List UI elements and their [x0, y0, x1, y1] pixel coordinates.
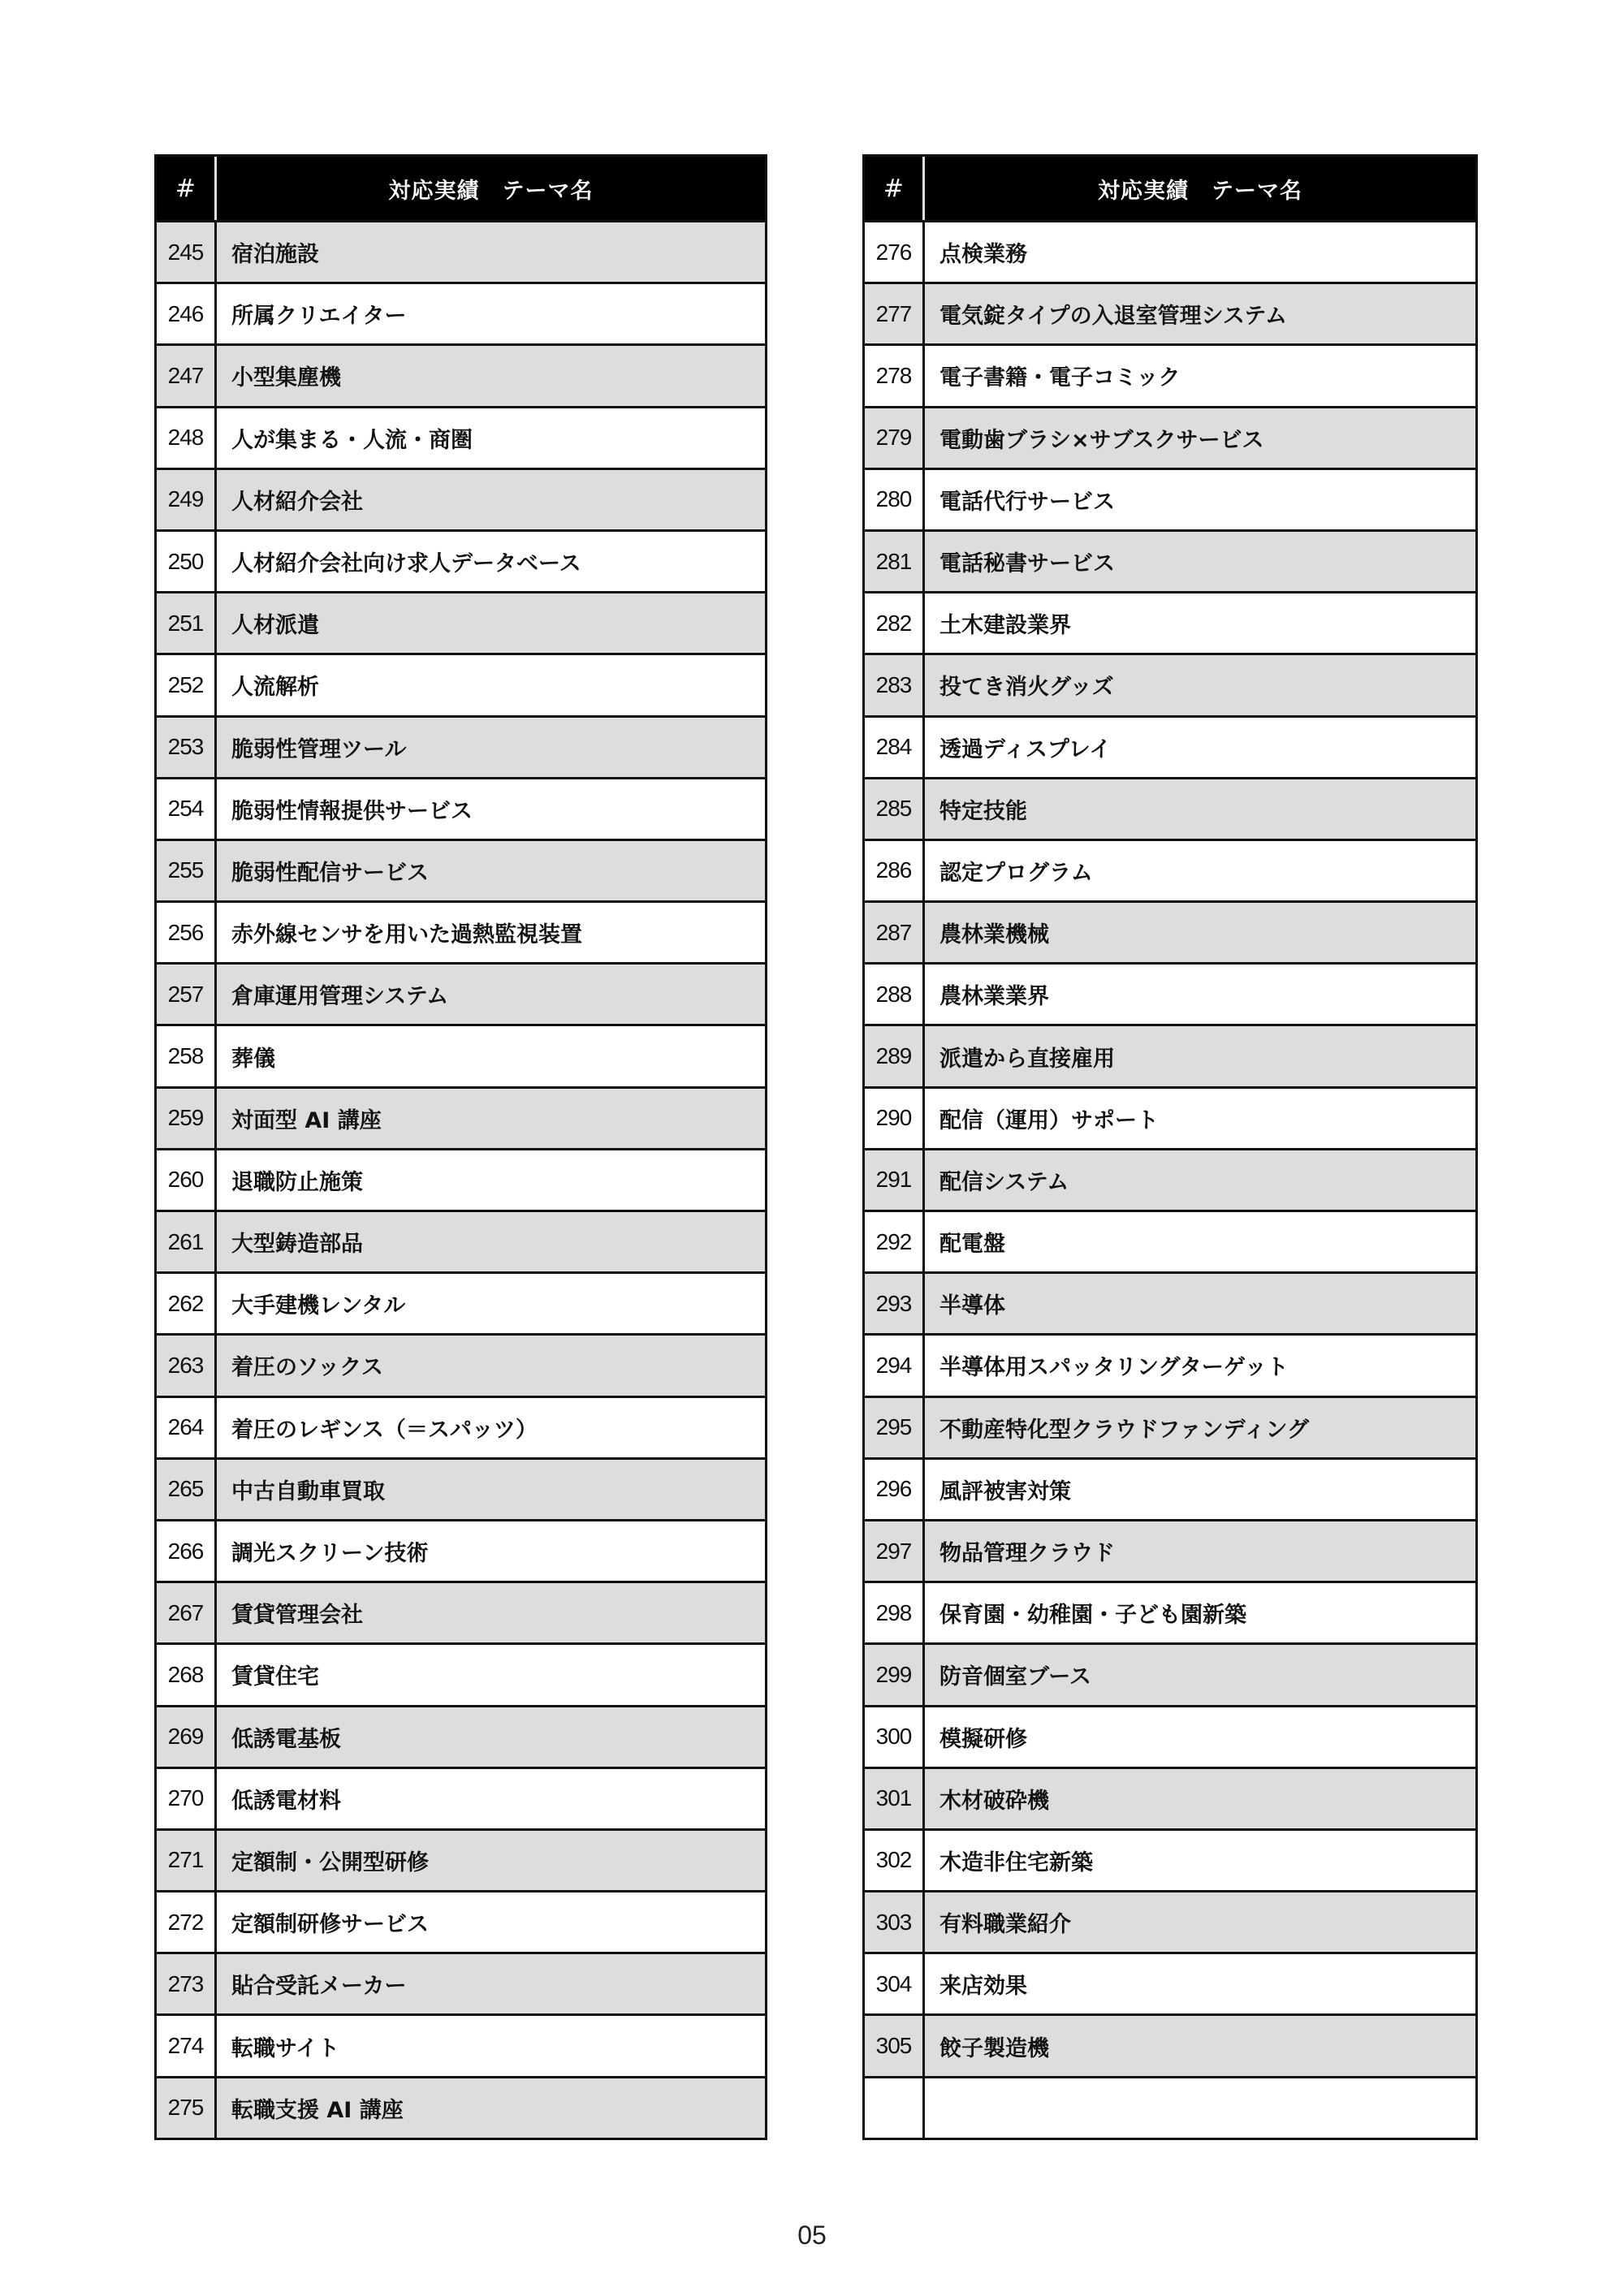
table-row [865, 591, 1475, 653]
row-theme-name: 人材派遣 [231, 613, 319, 639]
table-row [157, 1210, 765, 1271]
row-number: 260 [157, 1150, 217, 1210]
row-number: 247 [157, 346, 217, 405]
table-row [865, 1767, 1475, 1828]
row-number: 288 [865, 965, 925, 1024]
row-number: 295 [865, 1398, 925, 1457]
table-row [157, 529, 765, 591]
row-number: 267 [157, 1583, 217, 1642]
row-number: 279 [865, 408, 925, 468]
table-row [865, 1148, 1475, 1210]
table-header [865, 157, 1475, 220]
row-number: 289 [865, 1026, 925, 1085]
row-number: 261 [157, 1212, 217, 1271]
table-row [157, 900, 765, 962]
row-theme-name: 配電盤 [939, 1232, 1005, 1258]
row-number: 259 [157, 1089, 217, 1148]
row-number: 255 [157, 841, 217, 900]
row-number: 254 [157, 779, 217, 839]
table-row [865, 715, 1475, 777]
header-number: # [865, 157, 925, 220]
row-theme-name: 大型鋳造部品 [231, 1232, 363, 1258]
table-row [865, 1519, 1475, 1581]
row-theme-name: 定額制研修サービス [231, 1912, 429, 1938]
table-body [865, 220, 1475, 2138]
row-number: 282 [865, 593, 925, 653]
row-theme-name: 退職防止施策 [231, 1169, 363, 1195]
row-number: 246 [157, 284, 217, 343]
row-theme-name: 大手建機レンタル [231, 1293, 406, 1319]
row-theme-name: 脆弱性配信サービス [231, 860, 429, 886]
table-row [865, 2076, 1475, 2138]
table-row [157, 1148, 765, 1210]
row-theme-name: 半導体 [939, 1293, 1005, 1319]
row-theme-name: 保育園・幼稚園・子ども園新築 [939, 1603, 1246, 1629]
row-theme-name: 対面型 AI 講座 [231, 1107, 382, 1133]
row-theme-name: 貼合受託メーカー [231, 1974, 407, 2000]
row-theme-name: 調光スクリーン技術 [231, 1541, 429, 1567]
row-number: 287 [865, 903, 925, 962]
row-theme-name: 転職支援 AI 講座 [231, 2097, 404, 2123]
row-theme-name: 風評被害対策 [939, 1478, 1071, 1504]
row-number: 256 [157, 903, 217, 962]
table-row [865, 1210, 1475, 1271]
row-number: 284 [865, 718, 925, 777]
row-number: 277 [865, 284, 925, 343]
theme-table-left [154, 154, 767, 2140]
row-number: 272 [157, 1892, 217, 1952]
table-row [865, 1396, 1475, 1457]
row-number: 303 [865, 1892, 925, 1952]
row-number: 302 [865, 1831, 925, 1890]
row-theme-name: 葬儀 [231, 1046, 275, 1072]
row-number: 275 [157, 2078, 217, 2138]
row-number: 248 [157, 408, 217, 468]
table-row [157, 1767, 765, 1828]
table-row [157, 1890, 765, 1952]
row-theme-name: 賃貸管理会社 [231, 1603, 363, 1629]
row-number: 299 [865, 1645, 925, 1704]
row-theme-name: 電子書籍・電子コミック [939, 365, 1181, 391]
row-theme-name: 赤外線センサを用いた過熱監視装置 [231, 922, 582, 948]
row-number: 304 [865, 1954, 925, 2013]
row-theme-name: 来店効果 [939, 1974, 1027, 2000]
header-theme-name: 対応実績 テーマ名 [388, 178, 594, 204]
page-number: 05 [797, 2220, 827, 2250]
row-theme-name: 着圧のソックス [231, 1355, 383, 1381]
table-row [865, 1333, 1475, 1395]
table-row [865, 839, 1475, 900]
row-theme-name: 有料職業紹介 [939, 1912, 1071, 1938]
table-row [157, 1519, 765, 1581]
row-theme-name: 定額制・公開型研修 [231, 1849, 429, 1875]
row-theme-name: 電動歯ブラシ×サブスクサービス [939, 427, 1264, 453]
row-theme-name: 点検業務 [939, 242, 1027, 268]
row-number: 300 [865, 1707, 925, 1767]
table-row [157, 715, 765, 777]
row-theme-name: 木造非住宅新築 [939, 1849, 1093, 1875]
row-number: 276 [865, 222, 925, 282]
row-number: 250 [157, 532, 217, 591]
row-number: 281 [865, 532, 925, 591]
row-theme-name: 農林業機械 [939, 922, 1049, 948]
theme-table-right [862, 154, 1478, 2140]
row-number: 286 [865, 841, 925, 900]
row-number: 271 [157, 1831, 217, 1890]
row-number: 251 [157, 593, 217, 653]
row-number: 301 [865, 1769, 925, 1828]
row-number: 273 [157, 1954, 217, 2013]
table-row [865, 343, 1475, 405]
table-header [157, 157, 765, 220]
row-theme-name: 低誘電材料 [231, 1788, 341, 1814]
row-theme-name: 透過ディスプレイ [939, 736, 1112, 762]
table-row [865, 653, 1475, 714]
table-row [157, 1333, 765, 1395]
table-row [157, 1024, 765, 1085]
row-theme-name: 派遣から直接雇用 [939, 1046, 1115, 1072]
row-theme-name: 脆弱性管理ツール [231, 736, 407, 762]
table-row [157, 220, 765, 282]
table-row [157, 777, 765, 839]
table-row [157, 1086, 765, 1148]
table-row [157, 1705, 765, 1767]
table-row [865, 1086, 1475, 1148]
row-number: 252 [157, 655, 217, 714]
table-row [157, 468, 765, 529]
row-number: 245 [157, 222, 217, 282]
table-body [157, 220, 765, 2138]
row-number: 290 [865, 1089, 925, 1148]
table-row [157, 591, 765, 653]
row-number: 265 [157, 1460, 217, 1519]
row-theme-name: 餃子製造機 [939, 2035, 1049, 2061]
row-number: 292 [865, 1212, 925, 1271]
row-theme-name: 配信（運用）サポート [939, 1107, 1159, 1133]
row-theme-name: 倉庫運用管理システム [231, 984, 449, 1010]
table-row [865, 777, 1475, 839]
row-number: 253 [157, 718, 217, 777]
table-row [865, 1457, 1475, 1519]
table-row [865, 2013, 1475, 2075]
row-theme-name: 所属クリエイター [231, 304, 407, 330]
row-theme-name: 着圧のレギンス（＝スパッツ） [231, 1417, 538, 1443]
header-number: # [157, 157, 217, 220]
table-row [865, 220, 1475, 282]
row-number: 257 [157, 965, 217, 1024]
table-row [865, 962, 1475, 1024]
row-theme-name: 電話秘書サービス [939, 551, 1115, 577]
table-row [865, 529, 1475, 591]
row-number: 274 [157, 2016, 217, 2075]
table-row [157, 1828, 765, 1890]
row-theme-name: 認定プログラム [939, 860, 1093, 886]
row-number: 305 [865, 2016, 925, 2075]
table-row [865, 1952, 1475, 2013]
header-theme-name: 対応実績 テーマ名 [1098, 178, 1302, 204]
table-row [865, 1828, 1475, 1890]
table-row [157, 962, 765, 1024]
row-theme-name: 土木建設業界 [939, 613, 1071, 639]
table-row [157, 839, 765, 900]
row-number: 291 [865, 1150, 925, 1210]
table-row [157, 282, 765, 343]
row-number [865, 2078, 925, 2138]
table-row [157, 1271, 765, 1333]
table-row [865, 1581, 1475, 1642]
row-number: 249 [157, 470, 217, 529]
row-number: 264 [157, 1398, 217, 1457]
row-theme-name: 物品管理クラウド [939, 1541, 1115, 1567]
table-row [865, 1705, 1475, 1767]
row-theme-name: 宿泊施設 [231, 242, 319, 268]
row-theme-name: 低誘電基板 [231, 1726, 341, 1752]
row-theme-name: 脆弱性情報提供サービス [231, 798, 473, 824]
row-number: 283 [865, 655, 925, 714]
table-row [157, 1581, 765, 1642]
table-row [865, 468, 1475, 529]
row-number: 296 [865, 1460, 925, 1519]
row-theme-name: 転職サイト [231, 2035, 340, 2061]
row-theme-name: 賃貸住宅 [231, 1664, 319, 1690]
table-row [157, 343, 765, 405]
row-theme-name: 人材紹介会社 [231, 489, 363, 515]
row-number: 285 [865, 779, 925, 839]
row-theme-name [925, 2078, 1475, 2138]
row-theme-name: 小型集塵機 [231, 365, 341, 391]
row-theme-name: 不動産特化型クラウドファンディング [939, 1417, 1309, 1443]
table-row [865, 406, 1475, 468]
row-number: 278 [865, 346, 925, 405]
table-row [865, 1024, 1475, 1085]
row-number: 258 [157, 1026, 217, 1085]
row-theme-name: 電話代行サービス [939, 489, 1115, 515]
row-number: 263 [157, 1336, 217, 1395]
row-number: 294 [865, 1336, 925, 1395]
row-theme-name: 模擬研修 [939, 1726, 1027, 1752]
table-row [865, 1271, 1475, 1333]
table-row [865, 1642, 1475, 1704]
row-theme-name: 中古自動車買取 [231, 1478, 385, 1504]
row-number: 280 [865, 470, 925, 529]
row-number: 297 [865, 1521, 925, 1581]
row-number: 293 [865, 1274, 925, 1333]
table-row [157, 1952, 765, 2013]
row-theme-name: 人が集まる・人流・商圏 [231, 427, 473, 453]
table-row [157, 1642, 765, 1704]
row-number: 298 [865, 1583, 925, 1642]
row-theme-name: 特定技能 [939, 798, 1027, 824]
table-row [865, 900, 1475, 962]
table-row [157, 2013, 765, 2075]
row-theme-name: 木材破砕機 [939, 1788, 1049, 1814]
row-number: 270 [157, 1769, 217, 1828]
table-row [865, 282, 1475, 343]
row-theme-name: 投てき消火グッズ [939, 675, 1114, 701]
table-row [157, 2076, 765, 2138]
row-number: 266 [157, 1521, 217, 1581]
row-theme-name: 農林業業界 [939, 984, 1049, 1010]
table-row [865, 1890, 1475, 1952]
row-theme-name: 人流解析 [231, 675, 319, 701]
row-number: 269 [157, 1707, 217, 1767]
row-theme-name: 半導体用スパッタリングターゲット [939, 1355, 1289, 1381]
row-theme-name: 防音個室ブース [939, 1664, 1091, 1690]
table-row [157, 406, 765, 468]
row-theme-name: 電気錠タイプの入退室管理システム [939, 304, 1287, 330]
table-row [157, 1396, 765, 1457]
row-number: 268 [157, 1645, 217, 1704]
table-row [157, 653, 765, 714]
row-theme-name: 人材紹介会社向け求人データベース [231, 551, 581, 577]
row-theme-name: 配信システム [939, 1169, 1069, 1195]
row-number: 262 [157, 1274, 217, 1333]
table-row [157, 1457, 765, 1519]
